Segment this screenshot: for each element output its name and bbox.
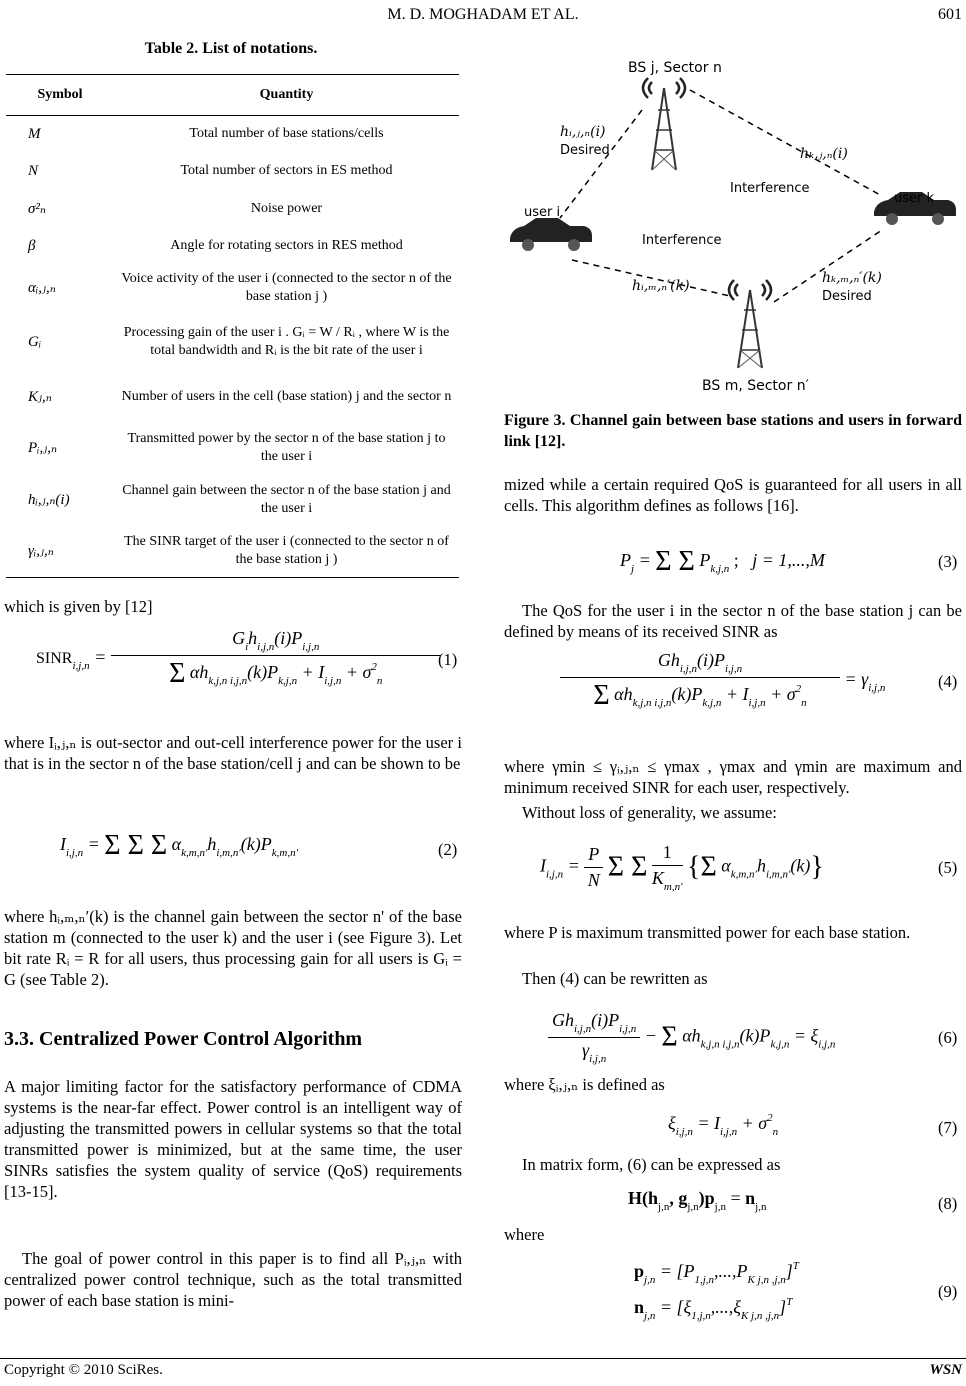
eq-num-7: (7) (938, 1118, 958, 1137)
equation-9b: $n_{j,n} = [\xi_{1,j,n},...,\xi_{K j,n ,j,n}]^T$ (634, 1296, 793, 1322)
notation-table (6, 74, 459, 578)
quantity-cell: Channel gain between the sector n of the base station j and the user i (122, 482, 451, 516)
tower-bottom-icon (729, 280, 771, 368)
right-p4: Without loss of generality, we assume: (522, 803, 777, 822)
table-caption: Table 2. List of notations. (144, 40, 318, 57)
eq-num-5: (5) (938, 858, 958, 877)
car-user-i-icon (510, 218, 592, 251)
symbol-cell: σ²ₙ (28, 200, 46, 217)
running-title: M. D. MOGHADAM ET AL. (387, 6, 579, 23)
table-row (6, 526, 459, 578)
bs-bottom-label: BS m, Sector n′ (702, 378, 809, 394)
desired-label-2: Desired (822, 289, 872, 304)
quantity-cell: Voice activity of the user i (connected to the sector n of the base station j ) (121, 270, 452, 304)
equation-1: $SINR_{i,j,n}$ = $\frac{G_ih_{i,j,n}(i)P_{i,j,n}}{\Sigma \alpha h_{k,j,n i,j,n}(k)P_{k,j,n} + I_{i,j,n} + \sigma^2_n}$ (36, 628, 441, 690)
himn-label: hᵢ,ₘ,ₙ′(k) (632, 278, 690, 294)
figure-caption: Figure 3. Channel gain between base stations and users in forward link [12]. (504, 412, 962, 450)
right-p5: where P is maximum transmitted power for each base station. (504, 923, 911, 942)
right-p1: mized while a certain required QoS is guaranteed for all users in all cells. This algorithm defines as follows [16]. (504, 475, 962, 515)
table-row (6, 422, 459, 474)
footer-copyright: Copyright © 2010 SciRes. (4, 1362, 163, 1378)
table-row (6, 264, 459, 312)
table-row (6, 312, 459, 372)
eq-num-2: (2) (438, 840, 458, 859)
figure-3 (502, 50, 962, 405)
col-symbol: Symbol (6, 75, 114, 116)
right-p6: Then (4) can be rewritten as (522, 969, 708, 988)
eq-num-3: (3) (938, 552, 958, 571)
eq-num-9: (9) (938, 1282, 958, 1301)
table-row (6, 190, 459, 228)
equation-7: $\xi_{i,j,n} = I_{i,j,n} + \sigma^2_n$ (668, 1112, 779, 1138)
quantity-cell: Total number of base stations/cells (189, 125, 384, 141)
hijn-label: hᵢ,ⱼ,ₙ(i) (560, 124, 606, 140)
quantity-cell: Number of users in the cell (base station) j and the sector n (121, 388, 452, 404)
quantity-cell: Processing gain of the user i . Gᵢ = W / Rᵢ , where W is the total bandwidth and Rᵢ is the bit rate of the user i (123, 324, 450, 358)
right-p3: where γmin ≤ γᵢ,ⱼ,ₙ ≤ γmax , γmax and γmin are maximum and minimum received SINR for each user, respectively. (504, 757, 962, 797)
interference-label-1: Interference (730, 181, 810, 196)
channel-gain-diagram (502, 50, 962, 405)
desired-label-1: Desired (560, 143, 610, 158)
quantity-cell: The SINR target of the user i (connected to the sector n of the base station j ) (114, 526, 459, 578)
right-p9: where (504, 1225, 545, 1244)
symbol-cell: αᵢ,ⱼ,ₙ (28, 279, 56, 296)
interference-label-2: Interference (642, 233, 722, 248)
left-p5: The goal of power control in this paper is to find all Pᵢ,ⱼ,ₙ with centralized power control technique, such as the total transmitted power of each base station is mini- (4, 1249, 462, 1310)
eq-num-4: (4) (938, 672, 958, 691)
left-p2: where Iᵢ,ⱼ,ₙ is out-sector and out-cell interference power for the user i that is in the sector n of the base station/cell j and can be shown to be (4, 733, 462, 773)
footer-journal: WSN (929, 1362, 962, 1378)
section-heading: 3.3. Centralized Power Control Algorithm (4, 1028, 363, 1050)
left-p1: which is given by [12] (4, 597, 153, 616)
symbol-cell: Gᵢ (28, 333, 42, 350)
tower-top-icon (643, 78, 685, 170)
quantity-cell: Angle for rotating sectors in RES method (170, 237, 403, 253)
equation-9a: $p_{j,n} = [P_{1,j,n},...,P_{K j,n ,j,n}]^T$ (634, 1260, 799, 1286)
symbol-cell: Pᵢ,ⱼ,ₙ (28, 439, 58, 456)
table-row (6, 152, 459, 190)
right-p7: where ξᵢ,ⱼ,ₙ is defined as (504, 1075, 665, 1094)
left-p3: where hᵢ,ₘ,ₙ′(k) is the channel gain between the sector n' of the base station m (connected to the user k) and the user i (see Figure 3). Let bit rate Rᵢ = R for all users, thus processing gain for all users is Gᵢ = G (see Table 2). (4, 907, 462, 989)
symbol-cell: β (28, 237, 36, 254)
user-k-label: user k (894, 191, 935, 206)
eq-num-1: (1) (438, 650, 458, 669)
table-row (6, 474, 459, 526)
equation-3: $P_j = \Sigma$ Σ $P_{k,j,n}$ ; j = 1,...,M (620, 546, 825, 577)
right-p2: The QoS for the user i in the sector n of the base station j can be defined by means of its received SINR as (504, 601, 962, 641)
left-p4: A major limiting factor for the satisfactory performance of CDMA systems is the near-far effect. Power control is an intelligent way of adjusting the transmitted powers in cellular systems so that the total transmitted power is minimized, but at the same time, the user SINRs satisfies the system quality of service (QoS) requirements [13-15]. (4, 1077, 462, 1201)
right-p8: In matrix form, (6) can be expressed as (522, 1155, 781, 1174)
symbol-cell: Kⱼ,ₙ (28, 388, 52, 405)
equation-8: $H(h_{j,n}$, $g_{j,n})p_{j,n} = n_{j,n}$ (628, 1188, 767, 1213)
table-row (6, 372, 459, 422)
equation-6: $\frac{Gh_{i,j,n}(i)P_{i,j,n}}{\gamma_{i,j,n}}$ − Σ $\alpha h_{k,j,n i,j,n}(k)P_{k,j,n} = \xi_{i,j,n}$ (548, 1010, 835, 1065)
quantity-cell: Total number of sectors in ES method (180, 162, 393, 178)
table-header-row (6, 75, 459, 116)
col-quantity: Quantity (114, 75, 459, 116)
bs-top-label: BS j, Sector n (628, 60, 722, 76)
quantity-cell: Transmitted power by the sector n of the base station j to the user i (127, 430, 446, 464)
user-i-label: user i (524, 205, 561, 220)
footer-rule (0, 1358, 966, 1359)
symbol-cell: γᵢ,ⱼ,ₙ (6, 526, 114, 578)
eq-num-8: (8) (938, 1194, 958, 1213)
page-number: 601 (938, 6, 962, 23)
table-row (6, 228, 459, 264)
symbol-cell: hᵢ,ⱼ,ₙ(i) (28, 491, 70, 508)
equation-2: $I_{i,j,n} = \Sigma$ Σ Σ $\alpha_{k,m,n'}h_{i,m,n'}(k)P_{k,m,n'}$ (60, 830, 298, 861)
symbol-cell: M (28, 125, 41, 142)
table-row (6, 116, 459, 152)
equation-4: $\frac{Gh_{i,j,n}(i)P_{i,j,n}}{\Sigma \alpha h_{k,j,n i,j,n}(k)P_{k,j,n} + I_{i,j,n} + \sigma^2_n}$ = $\gamma_{i,j,n}$ (560, 650, 885, 712)
quantity-cell: Noise power (250, 200, 323, 216)
hkjn-label: hₖ,ⱼ,ₙ(i) (800, 146, 848, 162)
hkmn-label: hₖ,ₘ,ₙ′(k) (822, 270, 882, 286)
equation-5: $I_{i,j,n}$ = $\frac{P}{N}$ Σ Σ $\frac{1}{K_{m,n'}}$ {Σ $\alpha_{k,m,n'}h_{i,m,n'}(k)$} (540, 842, 824, 893)
symbol-cell: N (28, 162, 39, 179)
eq-num-6: (6) (938, 1028, 958, 1047)
